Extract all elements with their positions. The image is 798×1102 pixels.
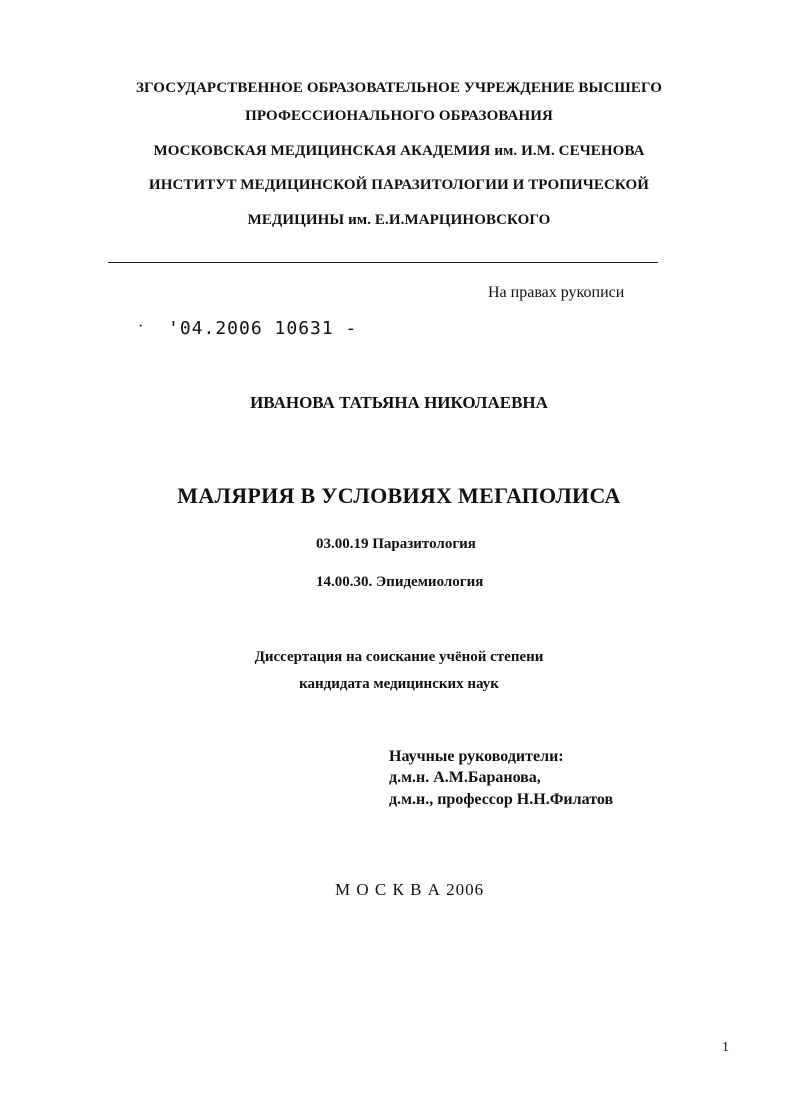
page-number: 1: [722, 1040, 729, 1055]
stamp-bullet: ·: [138, 318, 144, 335]
header-line-2: ПРОФЕССИОНАЛЬНОГО ОБРАЗОВАНИЯ: [245, 108, 553, 124]
supervisors-heading: Научные руководители:: [389, 748, 564, 765]
author-name: ИВАНОВА ТАТЬЯНА НИКОЛАЕВНА: [250, 393, 548, 412]
header-divider: [108, 262, 658, 263]
degree-line-2: кандидата медицинских наук: [299, 676, 499, 692]
thesis-title: МАЛЯРИЯ В УСЛОВИЯХ МЕГАПОЛИСА: [177, 483, 621, 508]
specialty-1: 03.00.19 Паразитология: [316, 536, 476, 552]
city-year: М О С К В А 2006: [335, 880, 485, 899]
header-line-3: МОСКОВСКАЯ МЕДИЦИНСКАЯ АКАДЕМИЯ им. И.М. СЕЧЕНОВА: [153, 143, 645, 159]
header-line-5: МЕДИЦИНЫ им. Е.И.МАРЦИНОВСКОГО: [247, 212, 551, 228]
specialty-2: 14.00.30. Эпидемиология: [316, 574, 484, 590]
registration-stamp: '04.2006 10631 -: [168, 318, 358, 339]
header-line-1: ЗГОСУДАРСТВЕННОЕ ОБРАЗОВАТЕЛЬНОЕ УЧРЕЖДЕНИЕ ВЫСШЕГО: [135, 80, 663, 96]
supervisor-1: д.м.н. А.М.Баранова,: [389, 769, 541, 786]
degree-line-1: Диссертация на соискание учёной степени: [254, 649, 544, 665]
rights-note: На правах рукописи: [488, 284, 625, 301]
supervisor-2: д.м.н., профессор Н.Н.Филатов: [389, 791, 614, 808]
header-line-4: ИНСТИТУТ МЕДИЦИНСКОЙ ПАРАЗИТОЛОГИИ И ТРОПИЧЕСКОЙ: [148, 177, 650, 193]
